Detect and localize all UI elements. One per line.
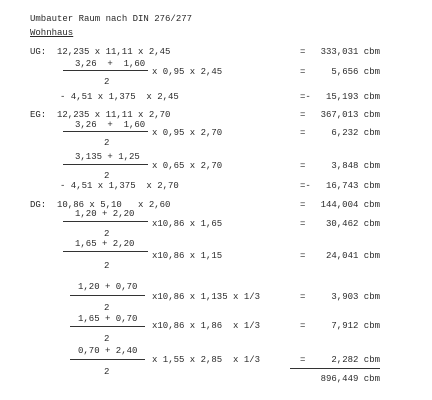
eg-row1-result: 367,013 cbm (320, 110, 380, 120)
ug-row2-result: 5,656 cbm (331, 67, 380, 77)
dg-row6-result: 2,282 cbm (331, 355, 380, 365)
document-subtitle: Wohnhaus (30, 28, 74, 38)
section-label-eg: EG: (30, 110, 47, 120)
dg-row1-eq: = (300, 200, 306, 210)
grand-total: 896,449 cbm (320, 374, 380, 384)
eg-row1-eq: = (300, 110, 306, 120)
section-label-dg: DG: (30, 200, 47, 210)
dg-row6-eq: = (300, 355, 306, 365)
eg-row1-formula: 12,235 x 11,11 x 2,70 (57, 110, 171, 120)
dg-row3-denominator: 2 (104, 261, 110, 271)
dg-row4-eq: = (300, 292, 306, 302)
dg-row6-numerator: 0,70 + 2,40 (78, 346, 138, 356)
dg-row5-eq: = (300, 321, 306, 331)
ug-row2-numerator: 3,26 + 1,60 (75, 59, 146, 69)
ug-row2-denominator: 2 (104, 77, 110, 87)
eg-row2-denominator: 2 (104, 138, 110, 148)
eg-row3-eq: = (300, 161, 306, 171)
ug-row3-formula: - 4,51 x 1,375 x 2,45 (60, 92, 179, 102)
ug-row2-fraction-line (63, 70, 148, 71)
eg-row2-eq: = (300, 128, 306, 138)
eg-row4-formula: - 4,51 x 1,375 x 2,70 (60, 181, 179, 191)
dg-row3-fraction-line (63, 251, 148, 252)
dg-row4-fraction-line (70, 295, 145, 296)
ug-row1-eq: = (300, 47, 306, 57)
dg-row5-result: 7,912 cbm (331, 321, 380, 331)
dg-row2-result: 30,462 cbm (325, 219, 380, 229)
ug-row1-result: 333,031 cbm (320, 47, 380, 57)
eg-row4-result: 16,743 cbm (325, 181, 380, 191)
dg-row3-eq: = (300, 251, 306, 261)
eg-row2-result: 6,232 cbm (331, 128, 380, 138)
dg-row4-factor: x10,86 x 1,135 x 1/3 (152, 292, 261, 302)
eg-row3-fraction-line (63, 164, 148, 165)
eg-row2-factor: x 0,95 x 2,70 (152, 128, 223, 138)
eg-row3-factor: x 0,65 x 2,70 (152, 161, 223, 171)
dg-row6-fraction-line (70, 359, 145, 360)
dg-row2-eq: = (300, 219, 306, 229)
dg-row4-numerator: 1,20 + 0,70 (78, 282, 138, 292)
eg-row2-fraction-line (63, 131, 148, 132)
dg-row3-factor: x10,86 x 1,15 (152, 251, 223, 261)
dg-row6-factor: x 1,55 x 2,85 x 1/3 (152, 355, 261, 365)
ug-row3-eq: =- (300, 92, 311, 102)
eg-row2-numerator: 3,26 + 1,60 (75, 120, 146, 130)
dg-row2-denominator: 2 (104, 229, 110, 239)
ug-row3-result: 15,193 cbm (325, 92, 380, 102)
total-separator-line (290, 368, 380, 369)
dg-row2-numerator: 1,20 + 2,20 (75, 209, 135, 219)
ug-row2-eq: = (300, 67, 306, 77)
dg-row3-numerator: 1,65 + 2,20 (75, 239, 135, 249)
dg-row5-numerator: 1,65 + 0,70 (78, 314, 138, 324)
ug-row1-formula: 12,235 x 11,11 x 2,45 (57, 47, 171, 57)
eg-row4-eq: =- (300, 181, 311, 191)
dg-row6-denominator: 2 (104, 367, 110, 377)
dg-row2-fraction-line (63, 221, 148, 222)
dg-row1-result: 144,004 cbm (320, 200, 380, 210)
ug-row2-factor: x 0,95 x 2,45 (152, 67, 223, 77)
dg-row5-denominator: 2 (104, 334, 110, 344)
document-title: Umbauter Raum nach DIN 276/277 (30, 14, 193, 24)
eg-row3-numerator: 3,135 + 1,25 (75, 152, 140, 162)
dg-row4-result: 3,903 cbm (331, 292, 380, 302)
eg-row3-denominator: 2 (104, 171, 110, 181)
dg-row5-factor: x10,86 x 1,86 x 1/3 (152, 321, 261, 331)
dg-row3-result: 24,041 cbm (325, 251, 380, 261)
dg-row2-factor: x10,86 x 1,65 (152, 219, 223, 229)
eg-row3-result: 3,848 cbm (331, 161, 380, 171)
section-label-ug: UG: (30, 47, 47, 57)
dg-row1-formula: 10,86 x 5,10 x 2,60 (57, 200, 171, 210)
dg-row5-fraction-line (70, 326, 145, 327)
dg-row4-denominator: 2 (104, 303, 110, 313)
